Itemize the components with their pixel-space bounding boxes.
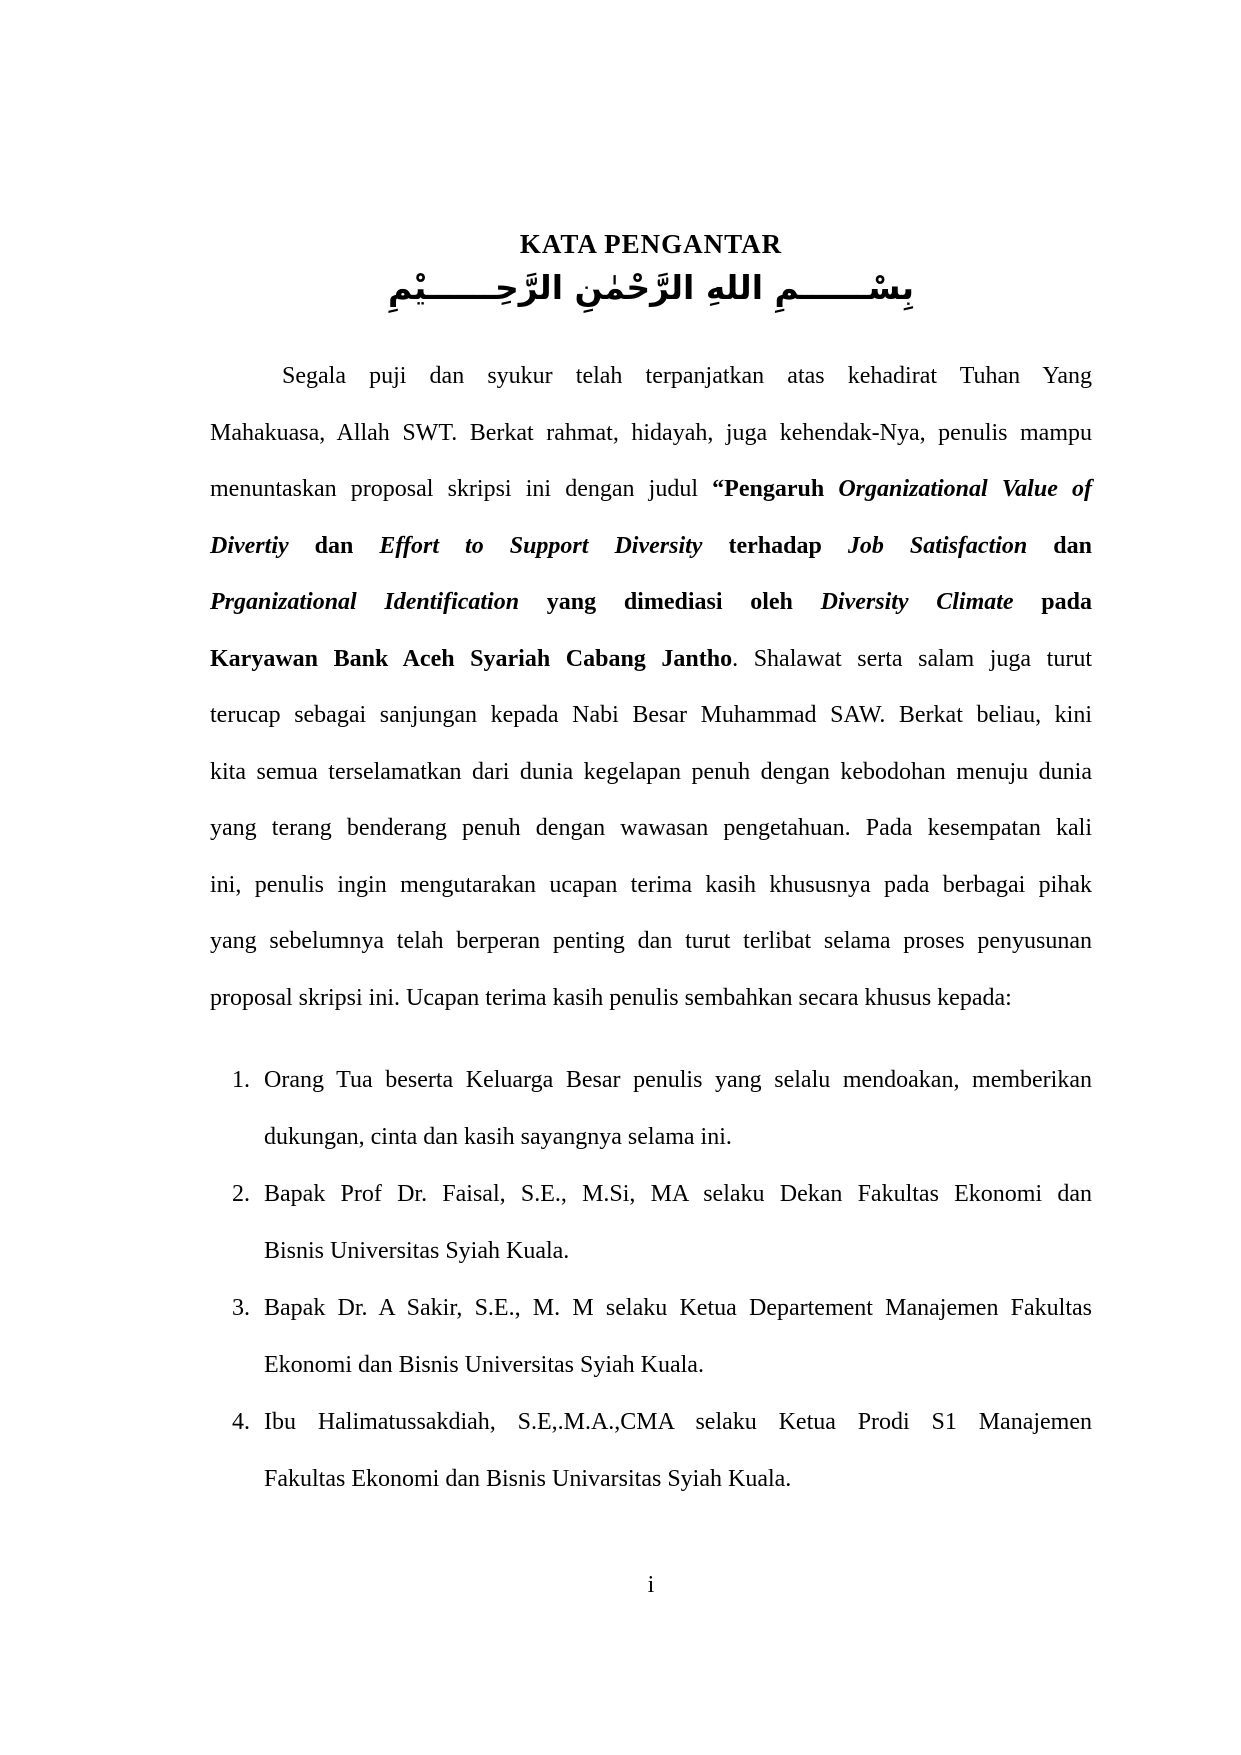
text-run: Job Satisfaction (847, 532, 1028, 559)
text-run: ini, penulis ingin mengutarakan ucapan terima kasih khususnya pada berbagai pihak (210, 871, 1092, 898)
preface-paragraph (210, 348, 1092, 1026)
bismillah-calligraphy: بِسْــــــمِ اللهِ الرَّحْمٰنِ الرَّحِــــــيْمِ (387, 268, 915, 307)
list-item (210, 1280, 1092, 1394)
text-line (210, 687, 1092, 744)
text-run: Fakultas Ekonomi dan Bisnis Univarsitas Syiah Kuala. (264, 1466, 792, 1492)
text-run: Divertiy (210, 532, 289, 559)
text-line (210, 461, 1092, 518)
text-run: Diversity Climate (820, 589, 1014, 615)
text-line (210, 348, 1092, 405)
list-item-number: 3. (232, 1295, 250, 1321)
text-line (210, 857, 1092, 914)
list-item-number: 4. (232, 1409, 250, 1435)
text-run: dukungan, cinta dan kasih sayangnya selama ini. (264, 1124, 732, 1150)
text-line (264, 1109, 1092, 1166)
text-run: yang sebelumnya telah berperan penting dan turut terlibat selama proses penyusunan (210, 928, 1092, 954)
text-line (264, 1223, 1092, 1280)
text-line (264, 1337, 1092, 1394)
text-run: Orang Tua beserta Keluarga Besar penulis yang selalu mendoakan, memberikan (264, 1067, 1092, 1093)
acknowledgement-list (210, 1052, 1092, 1508)
text-line (264, 1166, 1092, 1223)
list-item-number: 1. (232, 1067, 250, 1093)
page-number: i (647, 1572, 655, 1598)
text-line (264, 1052, 1092, 1109)
text-run: Ibu Halimatussakdiah, S.E,.M.A.,CMA selaku Ketua Prodi S1 Manajemen (264, 1409, 1092, 1435)
list-item (210, 1052, 1092, 1166)
text-run: Mahakuasa, Allah SWT. Berkat rahmat, hidayah, juga kehendak-Nya, penulis mampu (210, 419, 1092, 446)
text-run: menuntaskan proposal skripsi ini dengan judul (210, 476, 713, 502)
text-line (264, 1280, 1092, 1337)
text-line (264, 1394, 1092, 1451)
text-line (210, 574, 1092, 631)
text-line (210, 405, 1092, 462)
text-run: Organizational Value of (838, 476, 1092, 502)
text-line (210, 913, 1092, 970)
list-item (210, 1166, 1092, 1280)
text-line (210, 631, 1092, 688)
text-run: terucap sebagai sanjungan kepada Nabi Besar Muhammad SAW. Berkat beliau, kini (210, 702, 1092, 728)
text-run: terhadap (702, 532, 848, 559)
text-run: dan (288, 532, 380, 559)
text-line (210, 744, 1092, 801)
page-title: KATA PENGANTAR (519, 229, 783, 259)
text-run: pada (1013, 589, 1092, 615)
text-run: dan (1027, 532, 1092, 559)
list-item-number: 2. (232, 1181, 250, 1207)
text-run: Effort to Support Diversity (379, 532, 703, 559)
text-line (210, 800, 1092, 857)
text-run: Bapak Prof Dr. Faisal, S.E., M.Si, MA selaku Dekan Fakultas Ekonomi dan (264, 1181, 1092, 1207)
text-run: Ekonomi dan Bisnis Universitas Syiah Kuala. (264, 1352, 704, 1378)
text-line (264, 1451, 1092, 1508)
text-line (210, 970, 1092, 1027)
text-run: . Shalawat serta salam juga turut (732, 645, 1093, 672)
text-run: Karyawan Bank Aceh Syariah Cabang Jantho (210, 645, 733, 672)
text-run: “Pengaruh (712, 476, 839, 502)
text-run: proposal skripsi ini. Ucapan terima kasih penulis sembahkan secara khusus kepada: (210, 984, 1012, 1011)
text-run: Prganizational Identification (210, 589, 520, 615)
text-line (210, 518, 1092, 575)
text-run: kita semua terselamatkan dari dunia kegelapan penuh dengan kebodohan menuju dunia (210, 758, 1092, 785)
text-run: Bisnis Universitas Syiah Kuala. (264, 1238, 570, 1264)
text-run: yang dimediasi oleh (519, 589, 821, 615)
text-run: Bapak Dr. A Sakir, S.E., M. M selaku Ketua Departement Manajemen Fakultas (264, 1295, 1092, 1321)
list-item (210, 1394, 1092, 1508)
text-run: yang terang benderang penuh dengan wawasan pengetahuan. Pada kesempatan kali (210, 815, 1092, 841)
text-run: Segala puji dan syukur telah terpanjatkan atas kehadirat Tuhan Yang (282, 363, 1092, 389)
